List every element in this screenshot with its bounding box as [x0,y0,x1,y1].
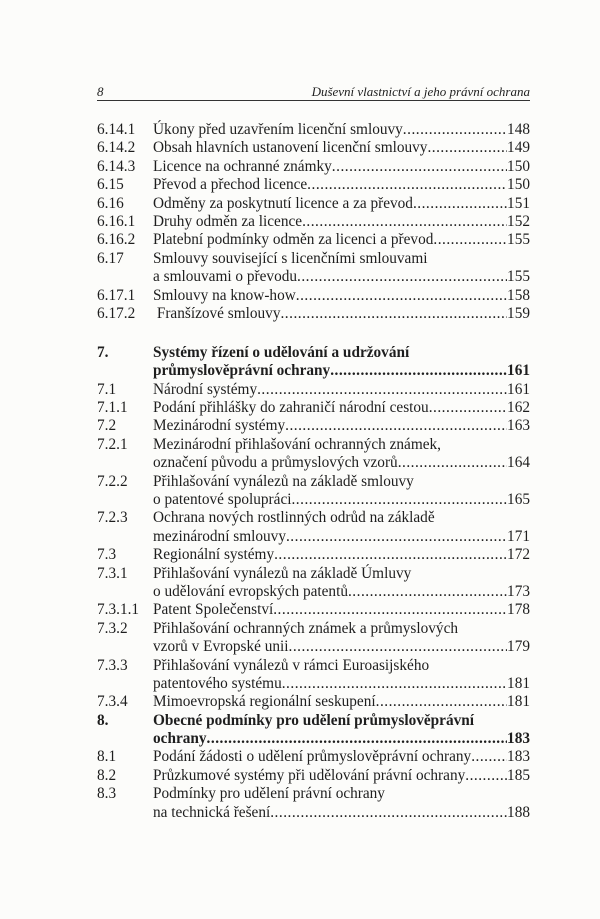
toc-entry[interactable] [97,601,530,619]
toc-entry-line [97,565,530,583]
section-title: Ochrana nových rostlinných odrůd na základě [153,509,435,527]
toc-entry[interactable] [97,657,530,694]
toc-entry-line [97,176,530,194]
page-ref: 150 [507,176,530,194]
toc-entry[interactable] [97,712,530,749]
section-number: 7.3.3 [97,656,128,674]
page-ref: 161 [507,380,530,398]
page-ref: 183 [507,730,530,748]
section-title: Přihlašování vynálezů na základě Úmluvy [153,564,412,582]
toc-entry-line [97,767,530,785]
page-ref: 188 [507,803,530,821]
toc-entry[interactable] [97,748,530,766]
toc-entry-line [97,362,530,380]
page-ref: 162 [507,399,530,417]
dot-leader [297,268,507,286]
section-title: Licence na ochranné známky [153,157,332,175]
group-gap [97,323,530,344]
toc-entry-line [97,158,530,176]
toc-entry-line [97,730,530,748]
page-ref: 185 [507,766,530,784]
running-title: Duševní vlastnictví a jeho právní ochrana [311,84,530,99]
dot-leader [302,213,507,231]
page-ref: 149 [507,139,530,157]
dot-leader [286,528,507,546]
toc-entry-line [97,195,530,213]
section-title: Podání přihlášky do zahraničí národní cestou [153,399,429,417]
page-ref: 150 [507,157,530,175]
section-title: Průzkumové systémy při udělování právní ochrany [153,766,466,784]
toc-entry-line [97,509,530,527]
section-title: Obecné podmínky pro udělení průmyslověprávní [153,711,475,729]
page-ref: 155 [507,268,530,286]
section-title: Mezinárodní přihlašování ochranných známek, [153,435,441,453]
toc-entry-line [97,344,530,362]
toc-entry-line [97,804,530,822]
dot-leader [376,693,507,711]
dot-leader [291,491,507,509]
dot-leader [398,454,507,472]
toc-entry[interactable] [97,473,530,510]
section-title: mezinárodní smlouvy [153,527,286,545]
section-number: 6.14.2 [97,139,136,157]
section-title: Podání žádosti o udělení průmyslověprávní ochrany [153,748,472,766]
section-title: Převod a přechod licence [153,176,308,194]
page-ref: 148 [507,121,530,138]
section-number: 6.16 [97,194,124,212]
section-number: 7.3.1.1 [97,601,140,619]
dot-leader [296,287,507,305]
section-title: Smlouvy na know-how [153,286,296,304]
toc-entry-line [97,305,530,323]
section-number: 7.2.1 [97,435,128,453]
page-ref: 152 [507,212,530,230]
page-ref: 178 [507,601,530,619]
toc-entry[interactable] [97,785,530,822]
section-number: 7. [97,343,109,361]
section-number: 8.3 [97,785,117,803]
toc-entry-line [97,454,530,472]
toc-entry[interactable] [97,565,530,602]
dot-leader [285,417,507,435]
toc-entry[interactable] [97,139,530,157]
toc-entry[interactable] [97,176,530,194]
page-ref: 181 [507,674,530,692]
toc-entry[interactable] [97,344,530,381]
dot-leader [403,121,507,139]
toc-entry[interactable] [97,195,530,213]
section-title: Franšízové smlouvy [153,304,281,322]
toc-entry[interactable] [97,381,530,399]
toc-entry-line [97,381,530,399]
toc-entry-line [97,583,530,601]
toc-entry[interactable] [97,287,530,305]
section-title: o udělování evropských patentů [153,582,348,600]
section-title: Druhy odměn za licence [153,212,303,230]
section-title: Podmínky pro udělení právní ochrany [153,785,385,803]
section-title: Obsah hlavních ustanovení licenční smlouvy [153,139,428,157]
toc-entry-line [97,620,530,638]
section-title: Smlouvy související s licenčními smlouvami [153,249,428,267]
section-number: 7.3.1 [97,564,128,582]
page-ref: 163 [507,417,530,435]
section-title: vzorů v Evropské unii [153,638,289,656]
dot-leader [332,158,507,176]
toc-entry-line [97,528,530,546]
toc-entry-line [97,601,530,619]
section-title: a smlouvami o převodu [153,268,298,286]
section-title: Odměny za poskytnutí licence a za převod [153,194,413,212]
section-title: označení původu a průmyslových vzorů [153,454,398,472]
section-number: 7.3 [97,546,117,564]
dot-leader [348,583,507,601]
dot-leader [330,362,507,380]
toc-entry[interactable] [97,158,530,176]
toc-entry-line [97,785,530,803]
toc-entry-line [97,473,530,491]
page-ref: 172 [507,546,530,564]
section-number: 7.2 [97,417,117,435]
dot-leader [307,176,507,194]
toc-entry[interactable] [97,121,530,139]
section-title: Mimoevropská regionální seskupení [153,693,376,711]
toc-entry-line [97,417,530,435]
dot-leader [274,546,507,564]
dot-leader [471,748,507,766]
section-number: 6.17.1 [97,286,136,304]
page-ref: 158 [507,286,530,304]
toc-entry-line [97,436,530,454]
section-number: 6.14.3 [97,157,136,175]
section-title: o patentové spolupráci [153,491,292,509]
dot-leader [282,675,507,693]
table-of-contents [97,121,530,822]
toc-entry-line [97,675,530,693]
section-number: 6.14.1 [97,121,136,138]
page-ref: 165 [507,491,530,509]
toc-entry-line [97,268,530,286]
dot-leader [280,305,507,323]
dot-leader [289,638,508,656]
running-header [97,84,530,101]
section-title: Přihlašování ochranných známek a průmyslových [153,619,459,637]
toc-entry[interactable] [97,417,530,435]
section-title: Mezinárodní systémy [153,417,286,435]
section-title: Národní systémy [153,380,258,398]
section-number: 6.16.2 [97,231,136,249]
page-ref: 155 [507,231,530,249]
page-ref: 159 [507,304,530,322]
toc-entry[interactable] [97,767,530,785]
toc-entry-line [97,213,530,231]
section-number: 6.17.2 [97,304,136,322]
dot-leader [257,381,507,399]
toc-entry-line [97,693,530,711]
page-ref: 173 [507,582,530,600]
dot-leader [429,399,507,417]
toc-entry-line [97,491,530,509]
section-number: 7.3.2 [97,619,128,637]
section-title: Regionální systémy [153,546,275,564]
dot-leader [207,730,508,748]
dot-leader [465,767,507,785]
section-number: 6.17 [97,249,124,267]
dot-leader [270,804,507,822]
toc-entry-line [97,748,530,766]
section-number: 7.1 [97,380,117,398]
section-title: ochrany [153,730,207,748]
section-number: 6.16.1 [97,212,136,230]
toc-entry[interactable] [97,620,530,657]
toc-entry-line [97,231,530,249]
section-title: Patent Společenství [153,601,274,619]
section-number: 7.2.2 [97,472,128,490]
toc-entry-line [97,287,530,305]
section-title: Přihlašování vynálezů na základě smlouvy [153,472,414,490]
toc-entry[interactable] [97,213,530,231]
section-number: 8. [97,711,109,729]
toc-entry[interactable] [97,693,530,711]
dot-leader [433,231,507,249]
page-ref: 179 [507,638,530,656]
dot-leader [273,601,507,619]
section-title: průmyslověprávní ochrany [153,362,331,380]
section-title: Systémy řízení o udělování a udržování [153,343,410,361]
toc-entry[interactable] [97,305,530,323]
section-number: 7.1.1 [97,399,128,417]
toc-entry-line [97,121,530,139]
section-title: Přihlašování vynálezů v rámci Euroasijského [153,656,430,674]
section-number: 6.15 [97,176,124,194]
section-number: 8.1 [97,748,117,766]
toc-entry-line [97,546,530,564]
toc-entry-line [97,399,530,417]
toc-entry[interactable] [97,509,530,546]
toc-entry-line [97,638,530,656]
dot-leader [413,195,507,213]
page-ref: 181 [507,693,530,711]
page-ref: 164 [507,454,530,472]
dot-leader [427,139,507,157]
toc-entry-line [97,139,530,157]
section-title: Platební podmínky odměn za licenci a převod [153,231,434,249]
section-title: Úkony před uzavřením licenční smlouvy [153,121,403,138]
toc-entry[interactable] [97,231,530,249]
toc-entry[interactable] [97,250,530,287]
toc-entry[interactable] [97,436,530,473]
toc-entry-line [97,657,530,675]
page-ref: 183 [507,748,530,766]
page-ref: 171 [507,527,530,545]
toc-entry-line [97,712,530,730]
toc-entry[interactable] [97,399,530,417]
toc-entry-line [97,250,530,268]
section-number: 8.2 [97,766,117,784]
page-ref: 151 [507,194,530,212]
section-title: patentového systému [153,674,282,692]
toc-entry[interactable] [97,546,530,564]
section-number: 7.3.4 [97,693,128,711]
section-title: na technická řešení [153,803,271,821]
page-ref: 161 [507,362,530,380]
page-number: 8 [97,84,104,99]
section-number: 7.2.3 [97,509,128,527]
